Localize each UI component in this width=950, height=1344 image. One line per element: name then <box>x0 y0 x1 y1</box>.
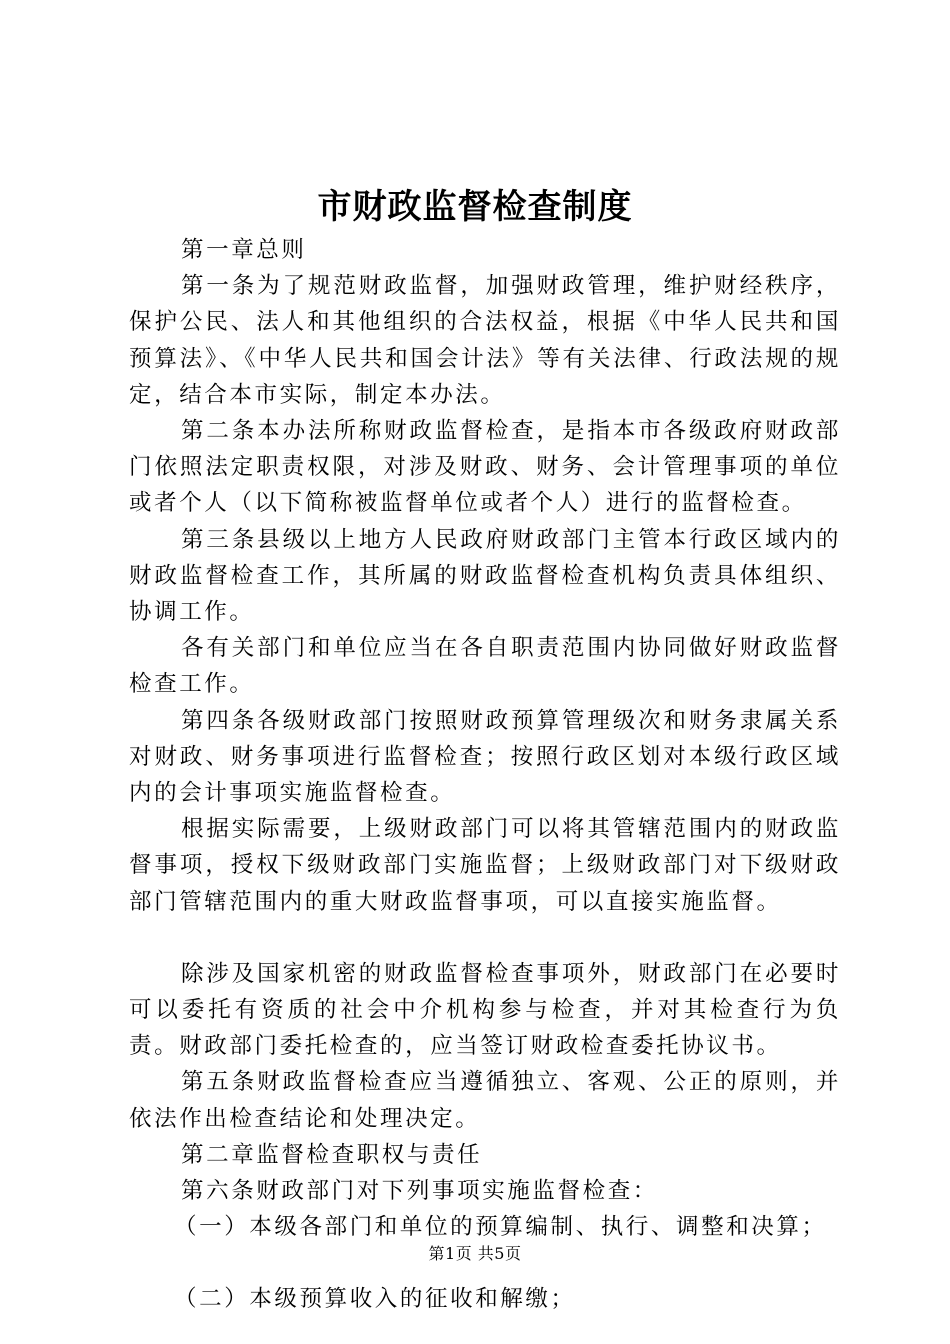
paragraph: 各有关部门和单位应当在各自职责范围内协同做好财政监督检查工作。 <box>129 635 841 698</box>
list-item: （一）本级各部门和单位的预算编制、执行、调整和决算； <box>174 1214 827 1241</box>
chapter-heading: 第一章总则 <box>181 237 307 263</box>
paragraph: 第五条财政监督检查应当遵循独立、客观、公正的原则，并依法作出检查结论和处理决定。 <box>129 1069 841 1132</box>
paragraph: 根据实际需要，上级财政部门可以将其管辖范围内的财政监督事项，授权下级财政部门实施监督；上级财政部门对下级财政部门管辖范围内的重大财政监督事项，可以直接实施监督。 <box>129 816 841 915</box>
paragraph: 除涉及国家机密的财政监督检查事项外，财政部门在必要时可以委托有资质的社会中介机构参与检查，并对其检查行为负责。财政部门委托检查的，应当签订财政检查委托协议书。 <box>129 960 841 1060</box>
document-body <box>129 232 841 1318</box>
paragraph: 第四条各级财政部门按照财政预算管理级次和财务隶属关系对财政、财务事项进行监督检查；按照行政区划对本级行政区域内的会计事项实施监督检查。 <box>129 707 841 807</box>
chapter-heading: 第二章监督检查职权与责任 <box>181 1141 483 1168</box>
document-title: 市财政监督检查制度 <box>317 187 633 227</box>
article-heading: 第六条财政部门对下列事项实施监督检查： <box>181 1178 658 1205</box>
paragraph: 第一条为了规范财政监督，加强财政管理，维护财经秩序，保护公民、法人和其他组织的合法权益，根据《中华人民共和国预算法》、《中华人民共和国会计法》等有关法律、行政法规的规定，结合本市实际，制定本办法。 <box>129 273 841 408</box>
list-item: （二）本级预算收入的征收和解缴； <box>174 1286 576 1313</box>
paragraph: 第二条本办法所称财政监督检查，是指本市各级政府财政部门依照法定职责权限，对涉及财政、财务、会计管理事项的单位或者个人（以下简称被监督单位或者个人）进行的监督检查。 <box>129 418 841 517</box>
page-footer: 第1页 共5页 <box>428 1244 522 1263</box>
paragraph: 第三条县级以上地方人民政府财政部门主管本行政区域内的财政监督检查工作，其所属的财政监督检查机构负责具体组织、协调工作。 <box>129 526 841 626</box>
